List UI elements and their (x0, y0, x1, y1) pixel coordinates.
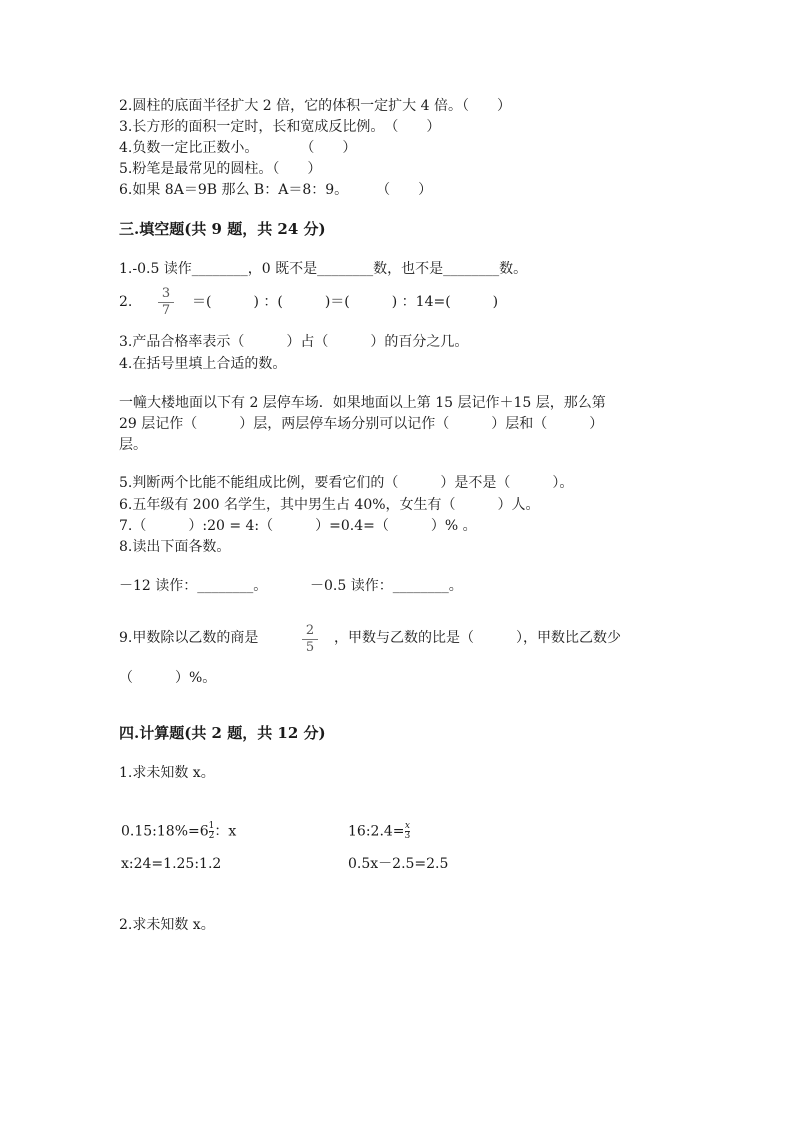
equation-1-right: ：x (214, 823, 237, 840)
equation-4: 0.5x－2.5=2.5 (348, 856, 449, 872)
fill-q9-numerator: 2 (305, 623, 315, 638)
judge-q2: 2.圆柱的底面半径扩大 2 倍，它的体积一定扩大 4 倍。（ ） (119, 98, 511, 114)
equation-2-fraction (405, 822, 411, 841)
fill-q9-line2: （ ）%。 (119, 670, 217, 686)
fill-q3: 3.产品合格率表示（ ）占（ ）的百分之几。 (119, 334, 469, 350)
calc-q1: 1.求未知数 x。 (119, 765, 215, 781)
fill-q2-prefix: 2. (119, 294, 133, 310)
fill-q8-b: －0.5 读作：________。 (310, 578, 463, 594)
judge-q3: 3.长方形的面积一定时，长和宽成反比例。 （ ） (119, 119, 441, 135)
judge-q4: 4.负数一定比正数小。 （ ） (119, 140, 357, 156)
fill-q9-fraction (302, 624, 318, 655)
fill-q2-numerator: 3 (161, 286, 171, 301)
equation-2 (348, 822, 410, 841)
fill-q4-text-line3: 层。 (119, 437, 147, 453)
judge-q5: 5.粉笔是最常见的圆柱。（ ） (119, 161, 322, 177)
fill-q5: 5.判断两个比能不能组成比例，要看它们的（ ）是不是（ ）。 (119, 475, 574, 491)
fill-q6: 6.五年级有 200 名学生，其中男生占 40%，女生有（ ）人。 (119, 497, 540, 513)
fill-q2-fraction (158, 287, 174, 318)
fill-q8-a: －12 读作：________。 (119, 578, 268, 594)
equation-3: x:24=1.25:1.2 (121, 856, 222, 872)
fill-q8: 8.读出下面各数。 (119, 539, 231, 555)
equation-2-denominator: 3 (404, 831, 411, 841)
equation-1-left: 0.15:18%=6 (121, 823, 209, 840)
fill-q4: 4.在括号里填上合适的数。 (119, 356, 287, 372)
equation-1-denominator: 2 (208, 831, 215, 841)
fill-q4-text-line1: 一幢大楼地面以下有 2 层停车场．如果地面以上第 15 层记作＋15 层，那么第 (119, 395, 606, 411)
fill-q9-denominator: 5 (305, 640, 315, 655)
section3-title: 三.填空题(共 9 题，共 24 分) (119, 220, 326, 238)
equation-1-numerator: 1 (208, 821, 215, 831)
section4-title: 四.计算题(共 2 题，共 12 分) (119, 724, 326, 742)
equation-2-numerator: x (404, 821, 410, 831)
judge-q6: 6.如果 8A＝9B 那么 B：A＝8：9。 （ ） (119, 182, 433, 198)
fill-q9-part1: 9.甲数除以乙数的商是 (119, 630, 259, 646)
fill-q1: 1.-0.5 读作________，0 既不是________数，也不是________数。 (119, 261, 528, 277)
fill-q2-denominator: 7 (161, 303, 171, 318)
fill-q7: 7.（ ）:20 = 4:（ ）=0.4=（ ）% 。 (119, 518, 477, 534)
equation-1 (121, 822, 236, 841)
fill-q2-blanks: ＝( ) ：( )＝( ) ：14=( ) (192, 294, 499, 310)
equation-2-left: 16:2.4= (348, 823, 405, 840)
fill-q9-part2: ，甲数与乙数的比是（ ），甲数比乙数少 (334, 630, 621, 646)
fill-q4-text-line2: 29 层记作（ ）层，两层停车场分别可以记作（ ）层和（ ） (119, 416, 604, 432)
calc-q2: 2.求未知数 x。 (119, 917, 215, 933)
